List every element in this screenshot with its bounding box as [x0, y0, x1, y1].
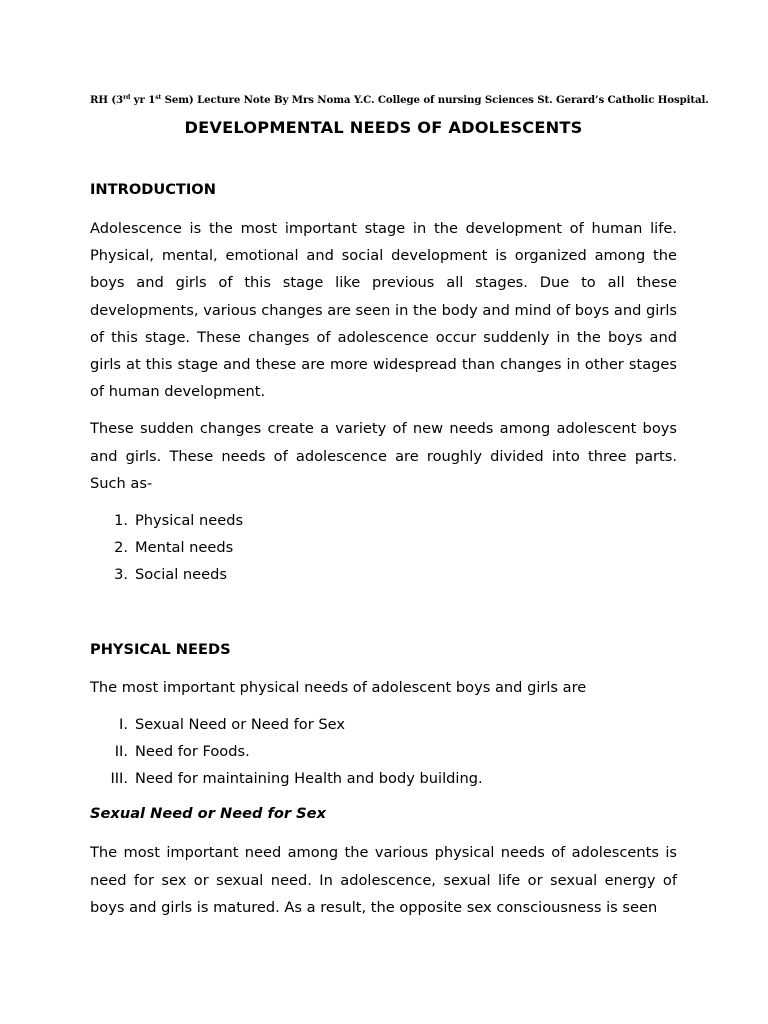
header-text-mid: yr 1: [130, 94, 156, 106]
list-item-number: II.: [114, 743, 128, 761]
list-item: [90, 561, 677, 588]
sexual-need-subheading: Sexual Need or Need for Sex: [90, 805, 326, 823]
running-header: [90, 92, 709, 108]
list-item-label: Sexual Need or Need for Sex: [135, 715, 345, 733]
header-superscript-rd: rd: [123, 94, 131, 101]
list-item-number: 3.: [114, 566, 128, 584]
sexual-need-paragraph: The most important need among the various physical needs of adolescents is need for sex or sexual need. In adolescence, sexual life or sexual energy of boys and girls is matured. As a result, the opposite sex consciousness is seen: [90, 844, 677, 916]
introduction-paragraph-2: These sudden changes create a variety of new needs among adolescent boys and girls. These needs of adolescence are roughly divided into three parts. Such as-: [90, 420, 677, 492]
physical-needs-intro: The most important physical needs of adolescent boys and girls are: [90, 678, 587, 696]
list-item-label: Social needs: [135, 566, 227, 584]
list-item: [90, 765, 677, 792]
list-item-label: Need for maintaining Health and body building.: [135, 770, 483, 788]
physical-needs-heading: PHYSICAL NEEDS: [90, 640, 231, 658]
list-item-label: Mental needs: [135, 539, 234, 557]
list-item-number: 2.: [114, 539, 128, 557]
introduction-heading: INTRODUCTION: [90, 181, 216, 198]
document-page: [90, 92, 709, 921]
list-item: [90, 738, 677, 765]
list-item: [90, 507, 677, 534]
list-item-number: III.: [110, 770, 128, 788]
list-item: [90, 711, 677, 738]
list-item-number: I.: [119, 715, 128, 733]
needs-list: [90, 507, 677, 589]
list-item-label: Need for Foods.: [135, 743, 250, 761]
physical-needs-list: [90, 711, 677, 793]
list-item-number: 1.: [114, 512, 128, 530]
header-text-pre: RH (3: [90, 94, 124, 106]
document-title: DEVELOPMENTAL NEEDS OF ADOLESCENTS: [184, 118, 583, 137]
header-superscript-st: st: [155, 94, 162, 101]
header-text-post: Sem) Lecture Note By Mrs Noma Y.C. College of nursing Sciences St. Gerard’s Catholic Hospital.: [161, 94, 709, 106]
introduction-paragraph-1: Adolescence is the most important stage in the development of human life. Physical, mental, emotional and social development is organized among the boys and girls of this stage like previous all stages. Due to all these developments, various changes are seen in the body and mind of boys and girls of this stage. These changes of adolescence occur suddenly in the boys and girls at this stage and these are more widespread than changes in other stages of human development.: [90, 220, 677, 401]
list-item: [90, 534, 677, 561]
list-item-label: Physical needs: [135, 512, 244, 530]
